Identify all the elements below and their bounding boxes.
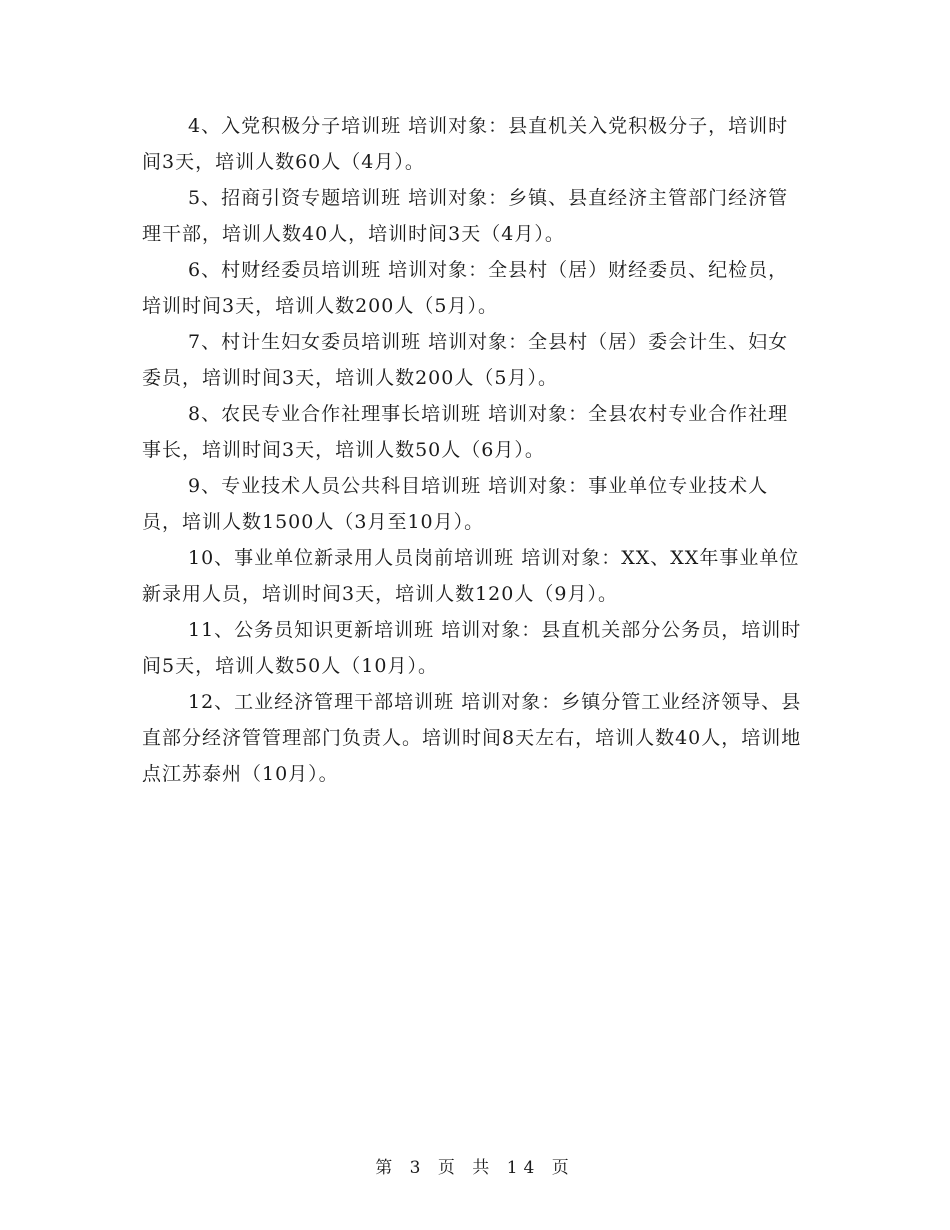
paragraph-item-11: 11、公务员知识更新培训班 培训对象：县直机关部分公务员，培训时间5天，培训人数50人（10月）。	[142, 619, 802, 677]
paragraph-item-8: 8、农民专业合作社理事长培训班 培训对象：全县农村专业合作社理事长，培训时间3天，培训人数50人（6月）。	[142, 403, 789, 461]
paragraph-item-9: 9、专业技术人员公共科目培训班 培训对象：事业单位专业技术人员，培训人数1500人（3月至10月）。	[142, 475, 769, 533]
paragraph-item-4: 4、入党积极分子培训班 培训对象：县直机关入党积极分子，培训时间3天，培训人数60人（4月）。	[142, 115, 789, 173]
paragraph-item-5: 5、招商引资专题培训班 培训对象：乡镇、县直经济主管部门经济管理干部，培训人数40人，培训时间3天（4月）。	[142, 187, 789, 245]
paragraph-item-7: 7、村计生妇女委员培训班 培训对象：全县村（居）委会计生、妇女委员，培训时间3天，培训人数200人（5月）。	[142, 331, 789, 389]
page-number-footer: 第 3 页 共 14 页	[375, 1158, 575, 1178]
document-body	[142, 108, 808, 792]
paragraph-item-10: 10、事业单位新录用人员岗前培训班 培训对象：XX、XX年事业单位新录用人员，培训时间3天，培训人数120人（9月）。	[142, 547, 800, 605]
paragraph-item-6: 6、村财经委员培训班 培训对象：全县村（居）财经委员、纪检员，培训时间3天，培训人数200人（5月）。	[142, 259, 789, 317]
paragraph-item-12: 12、工业经济管理干部培训班 培训对象：乡镇分管工业经济领导、县直部分经济管管理部门负责人。培训时间8天左右，培训人数40人，培训地点江苏泰州（10月）。	[142, 691, 802, 785]
